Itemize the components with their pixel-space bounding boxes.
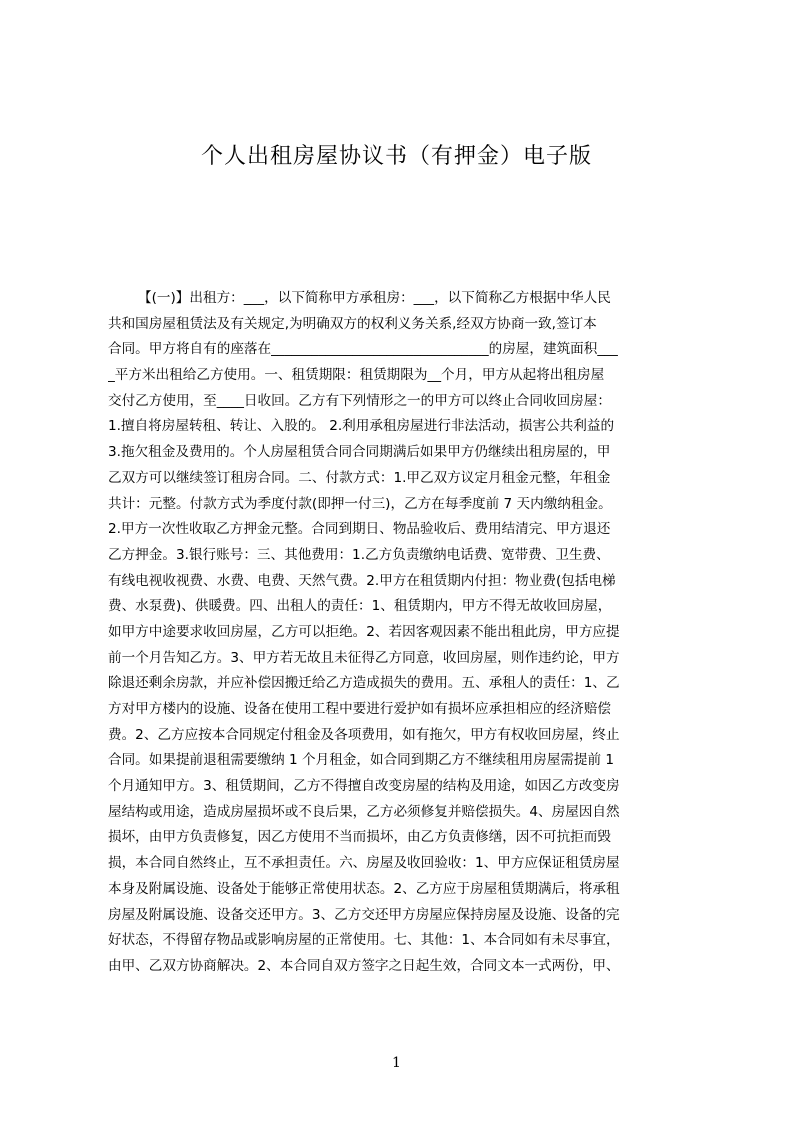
- body-line: 3.拖欠租金及费用的。个人房屋租赁合同合同期满后如果甲方仍继续出租房屋的，甲: [108, 444, 611, 461]
- body-line: _平方米出租给乙方使用。一、租赁期限：租赁期限为__个月，甲方从起将出租房屋: [108, 367, 605, 384]
- body-line: 好状态，不得留存物品或影响房屋的正常使用。七、其他：1、本合同如有未尽事宜，: [108, 932, 620, 949]
- body-line: 合同。甲方将自有的座落在________________________________的房屋，建筑面积___: [108, 341, 618, 358]
- body-line: 房屋及附属设施、设备交还甲方。3、乙方交还甲方房屋应保持房屋及设施、设备的完: [108, 906, 620, 923]
- body-line: 损，本合同自然终止，互不承担责任。六、房屋及收回验收：1、甲方应保证租赁房屋: [108, 855, 620, 872]
- body-line: 费、水泵费)、供暖费。四、出租人的责任：1、租赁期内，甲方不得无故收回房屋，: [108, 598, 612, 615]
- body-line: 2.甲方一次性收取乙方押金元整。合同到期日、物品验收后、费用结清完、甲方退还: [108, 521, 611, 538]
- body-line: 共计：元整。付款方式为季度付款(即押一付三)，乙方在每季度前 7 天内缴纳租金。: [108, 495, 612, 512]
- body-line: 费。2、乙方应按本合同规定付租金及各项费用，如有拖欠，甲方有权收回房屋，终止: [108, 726, 620, 743]
- body-line: 乙方押金。3.银行账号：三、其他费用：1.乙方负责缴纳电话费、宽带费、卫生费、: [108, 546, 610, 563]
- body-line: 【(一)】出租方：___，以下简称甲方承租房：___，以下简称乙方根据中华人民: [138, 290, 611, 306]
- document-body: [108, 286, 698, 980]
- body-line: 1.擅自将房屋转租、转让、入股的。 2.利用承租房屋进行非法活动，损害公共利益的: [108, 418, 615, 435]
- body-line: 乙双方可以继续签订租房合同。二、付款方式：1.甲乙双方议定月租金元整，年租金: [108, 469, 611, 486]
- body-line: 由甲、乙双方协商解决。2、本合同自双方签字之日起生效，合同文本一式两份，甲、: [108, 957, 620, 974]
- body-line: 有线电视收视费、水费、电费、天然气费。2.甲方在租赁期内付担：物业费(包括电梯: [108, 572, 616, 589]
- page-number: 1: [392, 1055, 401, 1071]
- body-line: 前一个月告知乙方。3、甲方若无故且未征得乙方同意，收回房屋，则作违约论，甲方: [108, 649, 620, 666]
- body-line: 除退还剩余房款，并应补偿因搬迁给乙方造成损失的费用。五、承租人的责任：1、乙: [108, 675, 620, 692]
- document-title: 个人出租房屋协议书（有押金）电子版: [200, 144, 592, 169]
- body-line: 如甲方中途要求收回房屋，乙方可以拒绝。2、若因客观因素不能出租此房，甲方应提: [108, 623, 620, 640]
- body-line: 方对甲方楼内的设施、设备在使用工程中要进行爱护如有损坏应承担相应的经济赔偿: [108, 701, 611, 717]
- body-line: 共和国房屋租赁法及有关规定,为明确双方的权利义务关系,经双方协商一致,签订本: [108, 315, 597, 332]
- body-line: 合同。如果提前退租需要缴纳 1 个月租金，如合同到期乙方不继续租用房屋需提前 1: [108, 752, 615, 769]
- body-line: 屋结构或用途，造成房屋损坏或不良后果，乙方必须修复并赔偿损失。4、房屋因自然: [108, 803, 620, 820]
- body-line: 交付乙方使用，至____日收回。乙方有下列情形之一的甲方可以终止合同收回房屋：: [108, 392, 611, 409]
- body-line: 个月通知甲方。3、租赁期间，乙方不得擅自改变房屋的结构及用途，如因乙方改变房: [108, 778, 620, 795]
- body-line: 本身及附属设施、设备处于能够正常使用状态。2、乙方应于房屋租赁期满后，将承租: [108, 880, 620, 897]
- body-line: 损坏，由甲方负责修复，因乙方使用不当而损坏，由乙方负责修缮，因不可抗拒而毁: [108, 829, 611, 846]
